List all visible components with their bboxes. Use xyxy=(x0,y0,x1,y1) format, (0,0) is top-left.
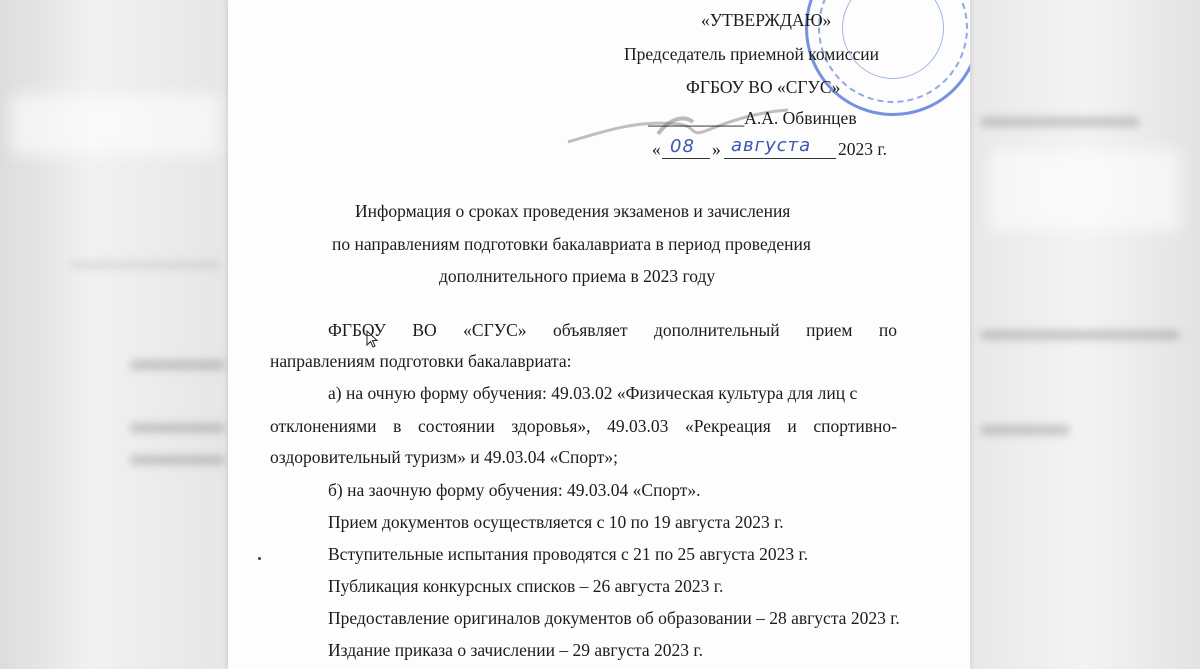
date-year: 2023 г. xyxy=(838,139,887,159)
enrollment-order: Издание приказа о зачислении – 29 августа 2023 г. xyxy=(328,640,704,660)
approval-organization: ФГБОУ ВО «СГУС» xyxy=(686,77,841,97)
item-a-line-1: а) на очную форму обучения: 49.03.02 «Физическая культура для лиц с xyxy=(328,383,858,403)
scan-speck xyxy=(258,557,261,560)
paragraph-intro-line-1: ФГБОУ ВО «СГУС» объявляет дополнительный прием по xyxy=(328,320,897,340)
approval-signature-name: ___________А.А. Обвинцев xyxy=(648,108,857,128)
date-month-handwritten: августа xyxy=(731,135,812,156)
lists-publication: Публикация конкурсных списков – 26 августа 2023 г. xyxy=(328,576,724,596)
blurred-background-right xyxy=(970,0,1200,669)
item-b-line-1: б) на заочную форму обучения: 49.03.04 «Спорт». xyxy=(328,480,701,500)
date-open-quote: « xyxy=(652,139,661,159)
exams-period: Вступительные испытания проводятся с 21 по 25 августа 2023 г. xyxy=(328,544,809,564)
title-line-3: дополнительного приема в 2023 году xyxy=(439,266,716,286)
approval-position: Председатель приемной комиссии xyxy=(624,44,879,64)
date-day-handwritten: 08 xyxy=(670,136,695,157)
documents-period: Прием документов осуществляется с 10 по 19 августа 2023 г. xyxy=(328,512,784,532)
blurred-background-left xyxy=(0,0,228,669)
document-page xyxy=(228,0,970,669)
item-a-line-2: отклонениями в состоянии здоровья», 49.03.03 «Рекреация и спортивно- xyxy=(270,416,897,436)
originals-deadline: Предоставление оригиналов документов об образовании – 28 августа 2023 г. xyxy=(328,608,900,628)
title-line-1: Информация о сроках проведения экзаменов и зачисления xyxy=(355,201,791,221)
paragraph-intro-line-2: направлениям подготовки бакалавриата: xyxy=(270,351,572,371)
approval-heading: «УТВЕРЖДАЮ» xyxy=(701,10,832,30)
date-month-underline xyxy=(724,158,836,159)
date-day-underline xyxy=(662,158,710,159)
title-line-2: по направлениям подготовки бакалавриата в период проведения xyxy=(332,234,811,254)
date-close-quote: » xyxy=(712,139,721,159)
item-a-line-3: оздоровительный туризм» и 49.03.04 «Спорт»; xyxy=(270,447,618,467)
